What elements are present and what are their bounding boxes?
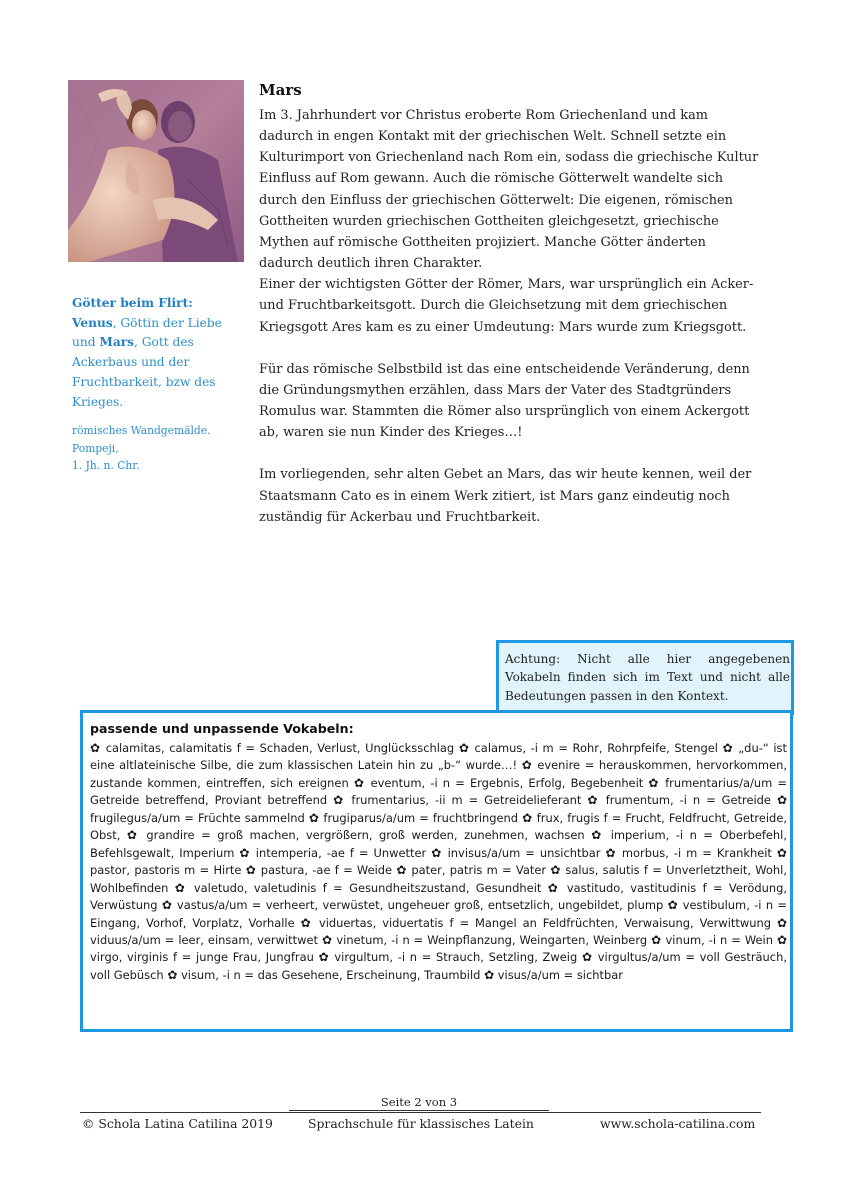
footer-copyright: © Schola Latina Catilina 2019	[82, 1116, 273, 1131]
caption-text: Venus, Göttin der Liebe und Mars, Gott des Ackerbaus und der Fruchtbarkeit, bzw des Krieges.	[72, 315, 222, 409]
flower-icon: ✿	[161, 898, 173, 913]
article-title: Mars	[259, 81, 302, 99]
vocab-entry: vinum, -i n = Wein	[661, 932, 777, 947]
footer-divider	[80, 1112, 761, 1113]
flower-icon: ✿	[90, 741, 102, 755]
flower-icon: ✿	[484, 967, 495, 982]
flower-icon: ✿	[648, 775, 660, 790]
vocab-entry: vastitudo, vastitudinis f = Verödung, Verwüstung	[90, 880, 787, 913]
vocabulary-title: passende und unpassende Vokabeln:	[90, 721, 354, 736]
vocab-entry: pastura, -ae f = Weide	[256, 863, 397, 878]
flower-icon: ✿	[333, 793, 346, 808]
vocab-entry: evenire = herauskommen, hervorkommen, zustande kommen, eintreffen, sich ereignen	[90, 758, 787, 790]
article-paragraph-1: Im 3. Jahrhundert vor Christus eroberte Rom Griechenland und kam dadurch in engen Kontakt mit der griechischen Welt. Schnell setzte ein Kulturimport von Griechenland nach Rom ein, sodass die griechische Kultur Einfluss auf Rom gewann. Auch die römische Götterwelt wandelte sich durch den Einfluss der griechischen Götterwelt: Die eigenen, römischen Gottheiten wurden griechischen Gottheiten gleichgesetzt, griechische Mythen auf römische Gottheiten projiziert. Manche Götter änderten dadurch deutlich ihren Charakter.	[259, 108, 759, 272]
vocab-entry: viduertas, viduertatis f = Mangel an Feldfrüchten, Verwaisung, Verwittwung	[312, 915, 777, 930]
vocab-entry: frux, frugis f = Frucht, Feldfrucht, Getreide, Obst,	[90, 810, 787, 843]
vocab-entry: intemperia, -ae f = Unwetter	[250, 845, 432, 860]
vocab-entry: virgultum, -i n = Strauch, Setzling, Zweig	[329, 950, 582, 965]
vocab-entry: invisus/a/um = unsichtbar	[442, 845, 606, 860]
flower-icon: ✿	[667, 898, 679, 913]
vocab-entry: frumentarius, -ii m = Getreidelieferant	[345, 793, 588, 808]
vocab-entry: valetudo, valetudinis f = Gesundheitszustand, Gesundheit	[187, 880, 548, 895]
vocab-entry: grandire = groß machen, vergrößern, groß werden, zunehmen, wachsen	[139, 828, 592, 843]
flower-icon: ✿	[591, 828, 605, 843]
flower-icon: ✿	[651, 932, 662, 947]
article-paragraph-3: Für das römische Selbstbild ist das eine entscheidende Veränderung, denn die Gründungsmythen erzählen, dass Mars der Vater des Stadtgründers Romulus war. Stammten die Römer also ursprünglich von einem Ackergott ab, waren sie nun Kinder des Krieges…!	[259, 361, 750, 441]
vocab-entry: imperium, -i n = Oberbefehl, Befehlsgewalt, Imperium	[90, 828, 787, 860]
vocab-entry: vastus/a/um = verheert, verwüstet, ungeheuer groß, entsetzlich, ungebildet, plump	[172, 898, 668, 913]
fresco-image	[68, 80, 244, 262]
vocab-entry: viduus/a/um = leer, einsam, verwittwet	[90, 932, 322, 947]
flower-icon: ✿	[522, 810, 533, 825]
vocab-entry: calamitas, calamitatis f = Schaden, Verlust, Unglücksschlag	[101, 741, 459, 755]
vocab-entry: „du-“ ist eine altlateinische Silbe, die zum klassischen Latein hin zu „b-“ wurde…!	[90, 741, 787, 773]
notice-box: Achtung: Nicht alle hier angegebenen Vokabeln finden sich im Text und nicht alle Bedeutungen passen in den Kontext.	[496, 640, 794, 715]
flower-icon: ✿	[587, 793, 600, 808]
flower-icon: ✿	[308, 810, 320, 825]
vocabulary-box	[80, 710, 793, 1032]
flower-icon: ✿	[322, 932, 333, 947]
footer-website[interactable]: www.schola-catilina.com	[600, 1116, 756, 1131]
vocab-entry: morbus, -i m = Krankheit	[616, 845, 777, 860]
flower-icon: ✿	[550, 863, 562, 878]
vocab-entry: frugilegus/a/um = Früchte sammelnd	[90, 810, 309, 825]
flower-icon: ✿	[300, 915, 313, 930]
caption-title: Götter beim Flirt:	[72, 296, 193, 310]
flower-icon: ✿	[458, 741, 470, 755]
flower-icon: ✿	[126, 828, 140, 843]
flower-icon: ✿	[239, 845, 251, 860]
flower-icon: ✿	[776, 915, 787, 930]
vocab-entry: vestibulum, -i n = Eingang, Vorhof, Vorplatz, Vorhalle	[90, 898, 787, 930]
image-caption	[72, 294, 248, 475]
flower-icon: ✿	[174, 880, 188, 895]
vocab-entry: eventum, -i n = Ergebnis, Erfolg, Begebenheit	[365, 775, 649, 790]
flower-icon: ✿	[396, 863, 408, 878]
flower-icon: ✿	[605, 845, 617, 860]
flower-icon: ✿	[245, 863, 257, 878]
flower-icon: ✿	[776, 932, 788, 947]
article-paragraph-2: Einer der wichtigsten Götter der Römer, Mars, war ursprünglich ein Acker- und Fruchtbarkeitsgott. Durch die Gleichsetzung mit dem griechischen Kriegsgott Ares kam es zu einer Umdeutung: Mars wurde zum Kriegsgott.	[259, 277, 754, 335]
vocab-entry: salus, salutis f = Unverletztheit, Wohl, Wohlbefinden	[90, 863, 787, 895]
vocab-entry: frumentum, -i n = Getreide	[599, 793, 777, 808]
article-paragraph-4: Im vorliegenden, sehr alten Gebet an Mars, das wir heute kennen, weil der Staatsmann Cato es in einem Werk zitiert, ist Mars ganz eindeutig noch zuständig für Ackerbau und Fruchtbarkeit.	[259, 467, 752, 525]
flower-icon: ✿	[722, 741, 734, 755]
flower-icon: ✿	[521, 758, 533, 773]
vocab-entry: frumentarius/a/um = Getreide betreffend, Proviant betreffend	[90, 775, 787, 808]
venus-mars-painting	[68, 80, 244, 262]
flower-icon: ✿	[581, 950, 594, 965]
article	[259, 80, 759, 528]
vocab-entry: frugiparus/a/um = fruchtbringend	[319, 810, 523, 825]
vocab-entry: vinetum, -i n = Weinpflanzung, Weingarten, Weinberg	[332, 932, 652, 947]
flower-icon: ✿	[776, 845, 787, 860]
flower-icon: ✿	[431, 845, 443, 860]
vocab-entry: visum, -i n = das Gesehene, Erscheinung, Traumbild	[177, 967, 485, 982]
flower-icon: ✿	[776, 793, 787, 808]
vocab-entry: pater, patris m = Vater	[407, 863, 551, 878]
page-number: Seite 2 von 3	[289, 1094, 549, 1111]
flower-icon: ✿	[547, 880, 561, 895]
caption-venus: Venus	[72, 315, 113, 330]
caption-source: römisches Wandgemälde. Pompeji, 1. Jh. n. Chr.	[72, 424, 211, 473]
vocab-entry: calamus, -i m = Rohr, Rohrpfeife, Stengel	[469, 741, 723, 755]
footer-school: Sprachschule für klassisches Latein	[308, 1116, 534, 1131]
vocab-entry: virgultus/a/um = voll Gesträuch, voll Gebüsch	[90, 950, 787, 982]
vocab-entry: pastor, pastoris m = Hirte	[90, 863, 246, 878]
flower-icon: ✿	[353, 775, 366, 790]
flower-icon: ✿	[167, 967, 178, 982]
caption-mars: Mars	[99, 335, 135, 350]
vocab-entry: visus/a/um = sichtbar	[494, 967, 623, 982]
flower-icon: ✿	[318, 950, 330, 965]
vocabulary-list	[90, 740, 787, 984]
vocab-entry: virgo, virginis f = junge Frau, Jungfrau	[90, 950, 319, 965]
